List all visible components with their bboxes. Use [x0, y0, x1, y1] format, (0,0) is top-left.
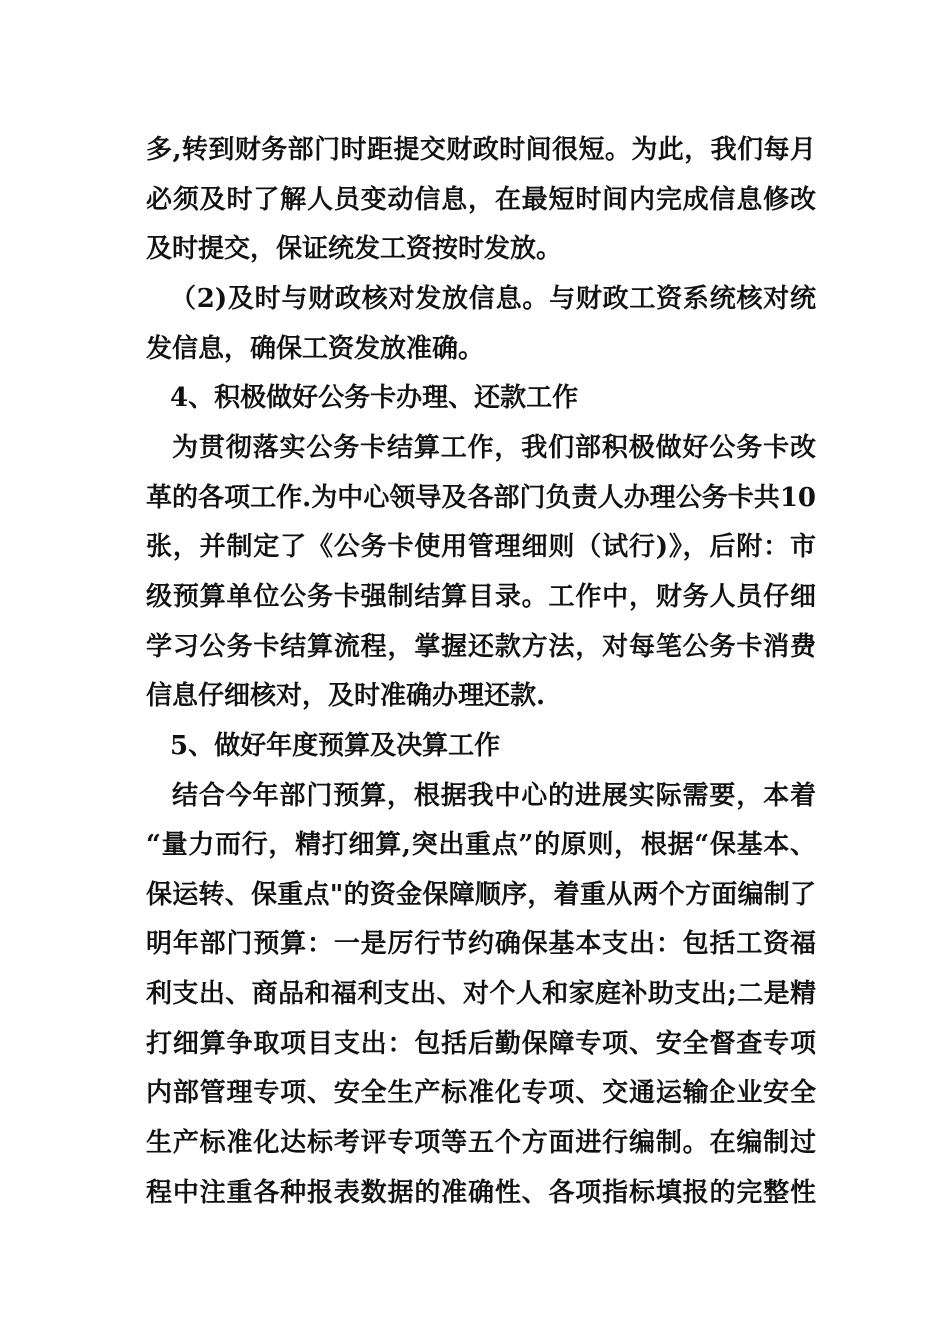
text-line: 保运转、保重点"的资金保障顺序，着重从两个方面编制了	[146, 880, 816, 910]
section-heading: 5、做好年度预算及决算工作	[170, 731, 501, 761]
text-line: 利支出、商品和福利支出、对个人和家庭补助支出;二是精	[146, 979, 816, 1009]
text-line: 发信息，确保工资发放准确。	[146, 334, 485, 364]
text-line: 内部管理专项、安全生产标准化专项、交通运输企业安全	[146, 1078, 816, 1108]
text-line: 明年部门预算：一是厉行节约确保基本支出：包括工资福	[146, 929, 816, 959]
text-line: 为贯彻落实公务卡结算工作，我们部积极做好公务卡改	[172, 433, 816, 463]
text-line: 及时提交，保证统发工资按时发放。	[146, 234, 563, 264]
text-line: 张，并制定了《公务卡使用管理细则（试行)》，后附：市	[146, 532, 816, 562]
text-line: 学习公务卡结算流程，掌握还款方法，对每笔公务卡消费	[146, 632, 816, 662]
text-line: 多,转到财务部门时距提交财政时间很短。为此，我们每月	[146, 135, 816, 165]
text-line: 革的各项工作.为中心领导及各部门负责人办理公务卡共10	[146, 483, 816, 513]
text-line: 结合今年部门预算，根据我中心的进展实际需要，本着	[172, 781, 816, 811]
text-line: 级预算单位公务卡强制结算目录。工作中，财务人员仔细	[146, 582, 816, 612]
text-line: 必须及时了解人员变动信息，在最短时间内完成信息修改	[146, 185, 816, 215]
text-line: “量力而行，精打细算,突出重点”的原则，根据“保基本、	[146, 830, 816, 860]
text-line: 打细算争取项目支出：包括后勤保障专项、安全督查专项	[146, 1029, 816, 1059]
section-heading: 4、积极做好公务卡办理、还款工作	[170, 383, 579, 413]
text-line: 程中注重各种报表数据的准确性、各项指标填报的完整性	[146, 1178, 816, 1208]
text-line: 信息仔细核对，及时准确办理还款.	[146, 681, 546, 711]
text-line: 生产标准化达标考评专项等五个方面进行编制。在编制过	[146, 1128, 816, 1158]
text-line: （2)及时与财政核对发放信息。与财政工资系统核对统	[170, 284, 816, 314]
